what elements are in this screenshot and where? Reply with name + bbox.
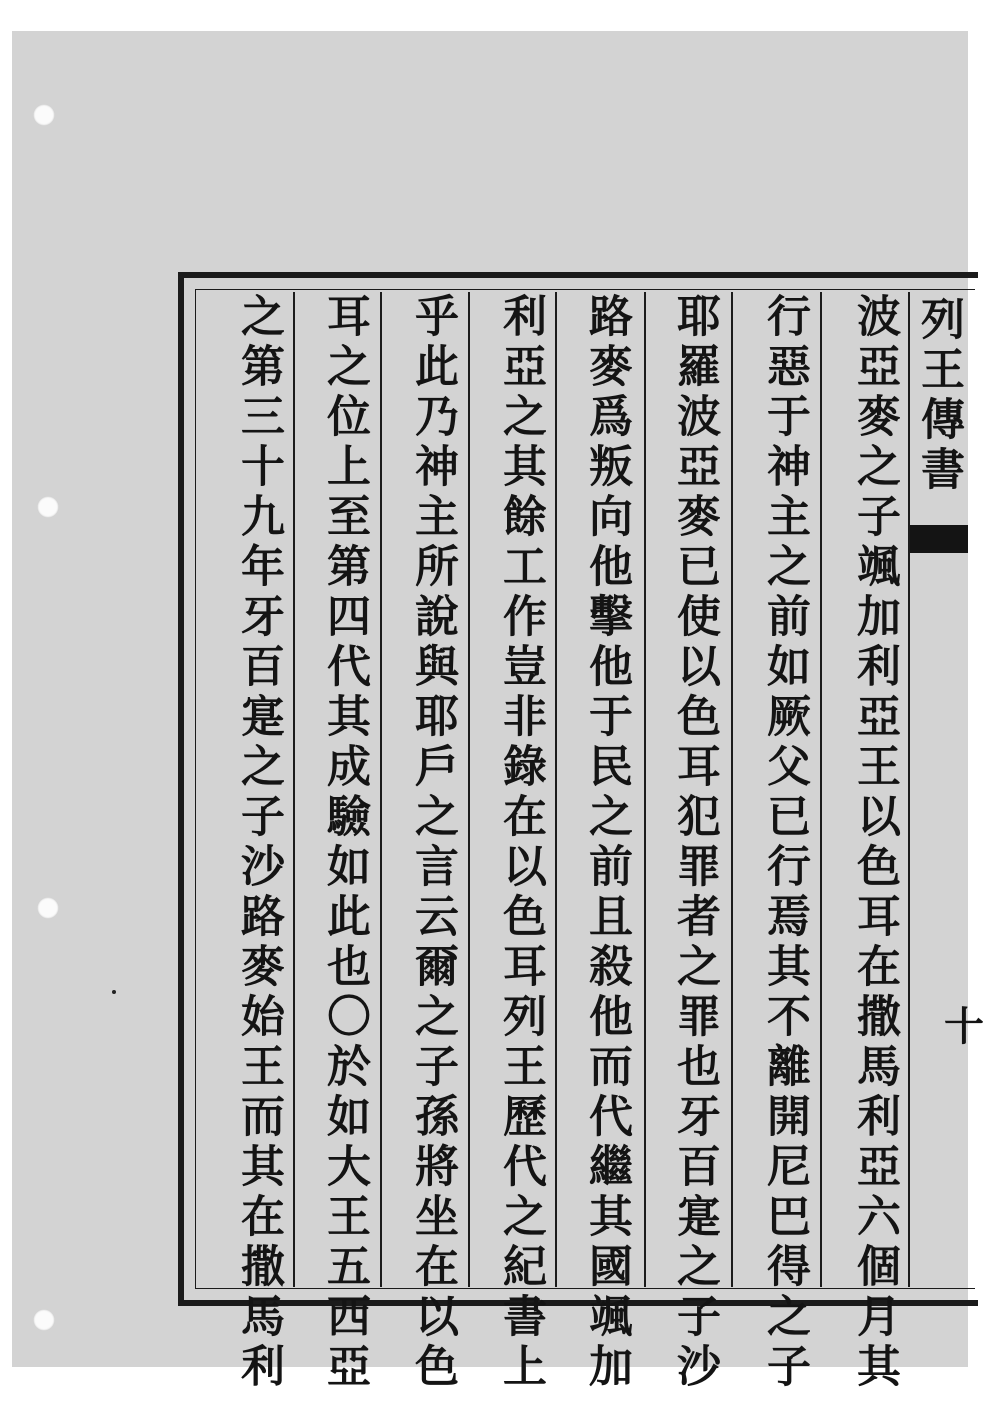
punch-hole: [33, 104, 55, 126]
column-rule: [380, 292, 382, 1287]
text-column-6: 乎此乃神主所說與耶戶之言云爾之子孫將坐在以色: [407, 293, 458, 1393]
text-column-5: 利亞之其餘工作豈非錄在以色耳列王歷代之紀書上: [495, 293, 546, 1393]
header-title: 列王傳書: [913, 296, 964, 496]
column-rule: [468, 292, 470, 1287]
text-column-1: 波亞麥之子颯加利亞王以色耳在撒馬利亞六個月其: [849, 293, 900, 1393]
header-black-bar: [910, 525, 968, 553]
punch-hole: [33, 1309, 55, 1331]
column-rule: [293, 292, 295, 1287]
column-rule: [820, 292, 822, 1287]
margin-glyph: 十: [944, 1003, 984, 1050]
text-column-4: 路麥爲叛向他擊他于民之前且殺他而代繼其國颯加: [581, 293, 632, 1393]
text-column-8: 之第三十九年牙百寔之子沙路麥始王而其在撒馬利: [233, 293, 284, 1393]
column-rule: [555, 292, 557, 1287]
column-rule: [731, 292, 733, 1287]
column-rule: [908, 292, 910, 1287]
text-column-3: 耶羅波亞麥已使以色耳犯罪者之罪也牙百寔之子沙: [669, 293, 720, 1393]
ink-speck: [112, 990, 116, 994]
column-rule: [644, 292, 646, 1287]
punch-hole: [37, 496, 59, 518]
punch-hole: [37, 897, 59, 919]
text-column-2: 行惡于神主之前如厥父已行焉其不離開尼巴得之子: [759, 293, 810, 1393]
text-column-7: 耳之位上至第四代其成驗如此也〇於如大王五西亞: [319, 293, 370, 1393]
